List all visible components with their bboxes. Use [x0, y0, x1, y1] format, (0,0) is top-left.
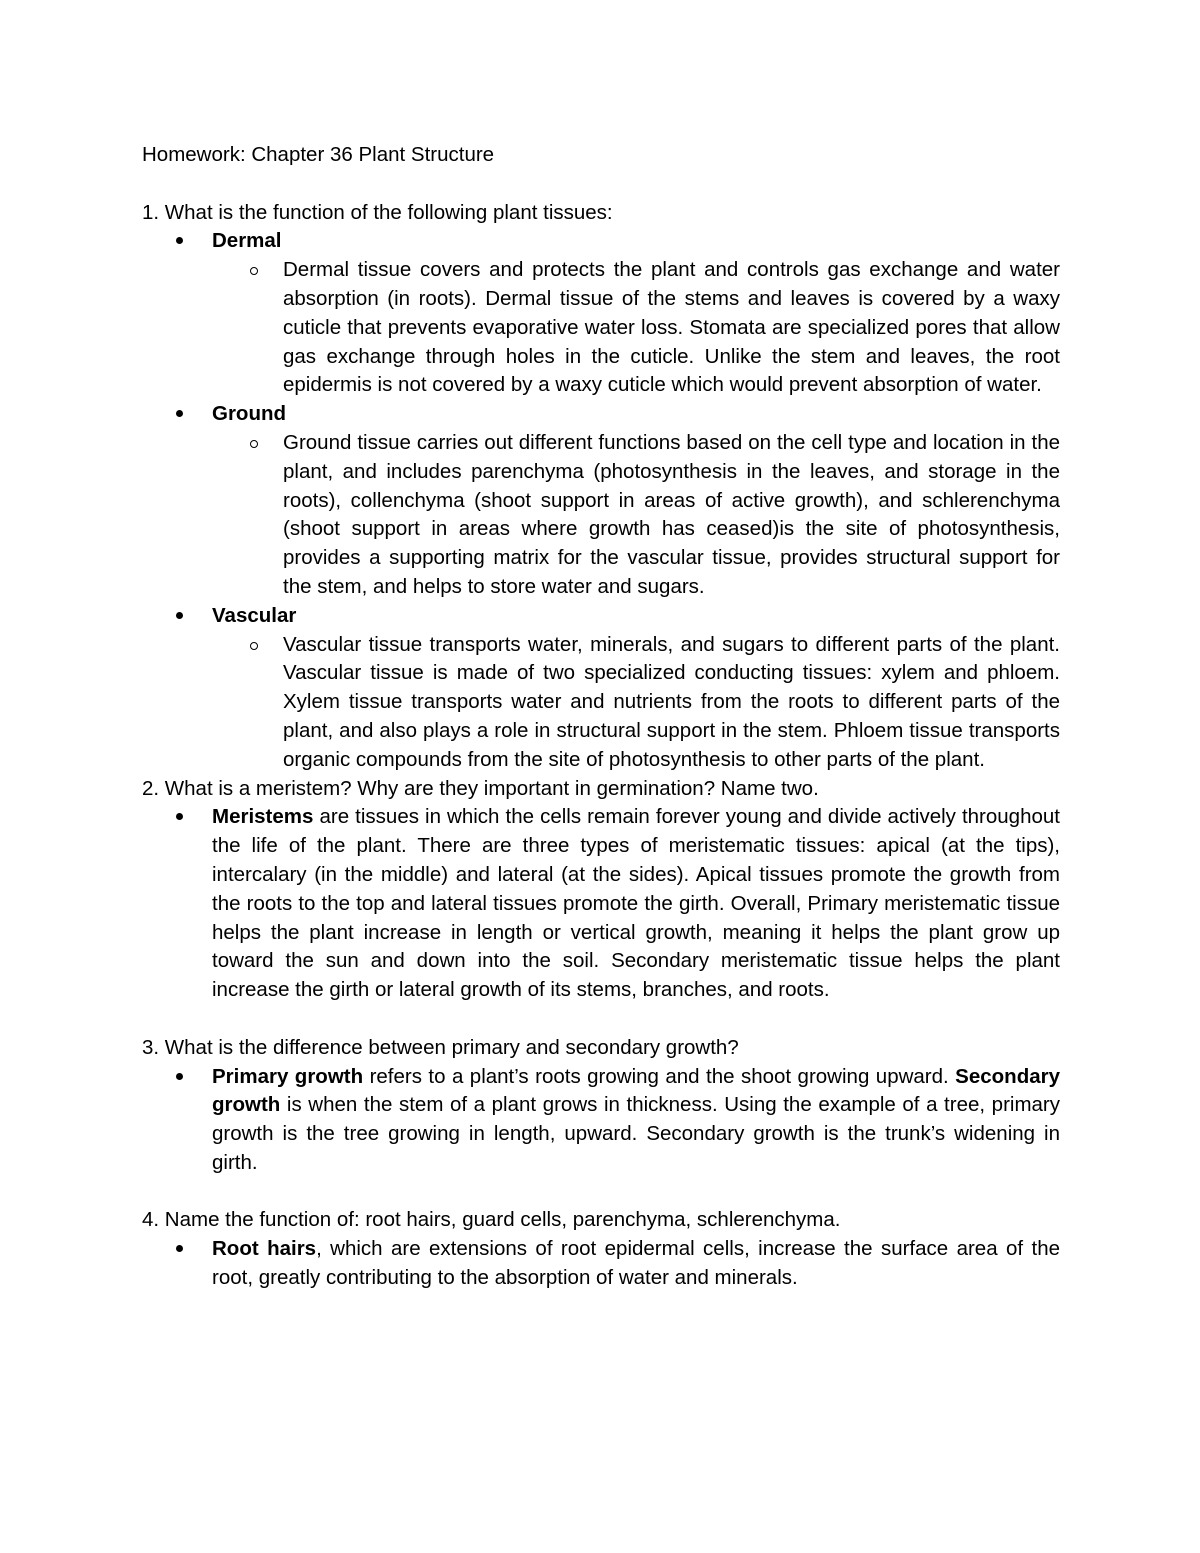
answer-text-meristems: are tissues in which the cells remain forever young and divide actively throughout the life of the plant. There are three types of meristematic tissues: apical (at the tips), intercalary (in the middle) and lateral (at the sides). Apical tissues promote the growth from the roots to the top and lateral tissues promote the girth. Overall, Primary meristematic tissue helps the plant increase in length or vertical growth, meaning it helps the plant grow up toward the sun and down into the soil. Secondary meristematic tissue helps the plant increase the girth or lateral growth of its stems, branches, and roots. [212, 805, 1060, 1002]
circle-bullet-icon [250, 642, 258, 650]
question-1: 1. What is the function of the following plant tissues: [142, 200, 613, 224]
answer-text-root-hairs: , which are extensions of root epidermal cells, increase the surface area of the root, greatly contributing to the absorption of water and minerals. [212, 1237, 1060, 1290]
list-item [142, 1235, 1060, 1293]
answer-term-root-hairs: Root hairs [212, 1237, 317, 1261]
page-title: Homework: Chapter 36 Plant Structure [142, 143, 495, 166]
question-4: 4. Name the function of: root hairs, guard cells, parenchyma, schlerenchyma. [142, 1208, 841, 1232]
list-item [142, 400, 1060, 429]
answer-term-meristems: Meristems [212, 805, 314, 829]
tissue-term-ground: Ground [212, 402, 287, 426]
list-item [142, 602, 1060, 631]
circle-bullet-icon [250, 440, 258, 448]
list-item [142, 1063, 1060, 1178]
question-2: 2. What is a meristem? Why are they important in germination? Name two. [142, 776, 819, 800]
bullet-icon [176, 1245, 183, 1252]
tissue-detail-dermal: Dermal tissue covers and protects the plant and controls gas exchange and water absorption (in roots). Dermal tissue of the stems and leaves is covered by a waxy cuticle that prevents evaporative water loss. Stomata are specialized pores that allow gas exchange through holes in the cuticle. Unlike the stem and leaves, the root epidermis is not covered by a waxy cuticle which would prevent absorption of water. [283, 258, 1060, 397]
list-subitem [142, 429, 1060, 602]
answer-term-secondary-growth: Secondary growth [212, 1064, 1060, 1117]
question-3: 3. What is the difference between primary and secondary growth? [142, 1035, 739, 1059]
answer-term-primary-growth: Primary growth [212, 1064, 364, 1088]
list-subitem [142, 256, 1060, 400]
answer-text-primary-growth: refers to a plant’s roots growing and the shoot growing upward. [363, 1064, 956, 1088]
bullet-icon [176, 813, 183, 820]
paragraph-gap [142, 1178, 1060, 1207]
list-item [142, 803, 1060, 1005]
list-item [142, 227, 1060, 256]
document-page [142, 141, 1060, 1293]
tissue-term-dermal: Dermal [212, 229, 282, 253]
answer-text-secondary-growth: is when the stem of a plant grows in thickness. Using the example of a tree, primary growth is the tree growing in length, upward. Secondary growth is the trunk’s widening in girth. [212, 1093, 1060, 1174]
bullet-icon [176, 1073, 183, 1080]
bullet-icon [176, 612, 183, 619]
list-subitem [142, 631, 1060, 775]
bullet-icon [176, 237, 183, 244]
tissue-detail-ground: Ground tissue carries out different functions based on the cell type and location in the plant, and includes parenchyma (photosynthesis in the leaves, and storage in the roots), collenchyma (shoot support in areas of active growth), and schlerenchyma (shoot support in areas where growth has ceased)is the site of photosynthesis, provides a supporting matrix for the vascular tissue, provides structural support for the stem, and helps to store water and sugars. [283, 430, 1060, 598]
tissue-term-vascular: Vascular [212, 603, 297, 627]
bullet-icon [176, 410, 183, 417]
circle-bullet-icon [250, 267, 258, 275]
paragraph-gap [142, 1005, 1060, 1034]
tissue-detail-vascular: Vascular tissue transports water, minerals, and sugars to different parts of the plant. Vascular tissue is made of two specialized conducting tissues: xylem and phloem. Xylem tissue transports water and nutrients from the roots to different parts of the plant, and also plays a role in structural support in the stem. Phloem tissue transports organic compounds from the site of photosynthesis to other parts of the plant. [283, 632, 1060, 771]
